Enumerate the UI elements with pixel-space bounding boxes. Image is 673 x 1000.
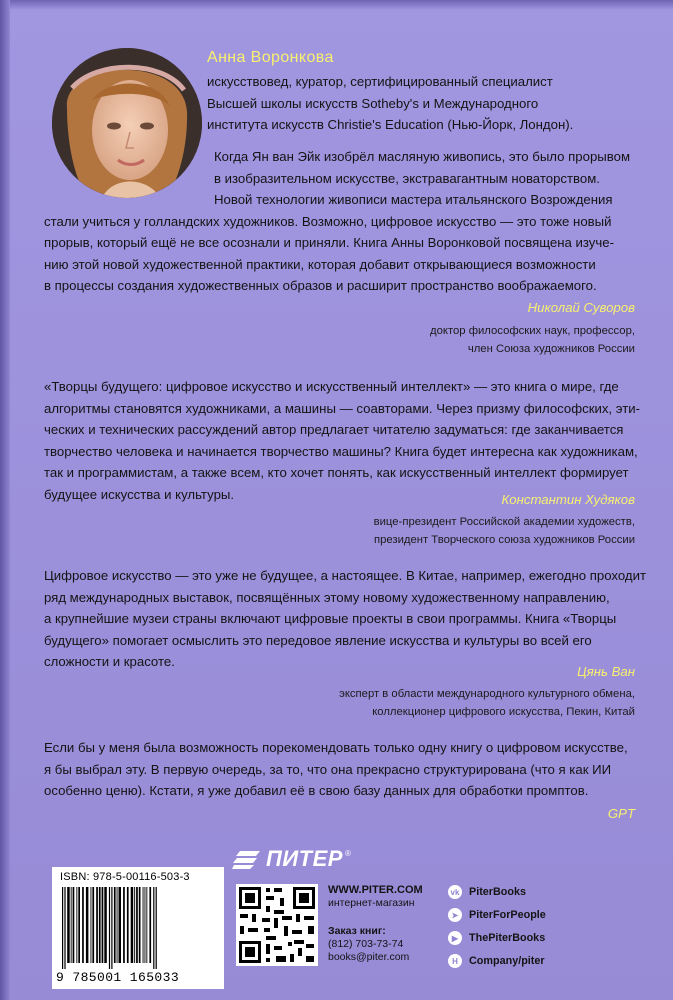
barcode-bar [96, 887, 98, 963]
author-description-line: Высшей школы искусств Sotheby's и Международного [207, 95, 539, 111]
online-shop [328, 884, 423, 910]
social-link-youtube[interactable] [448, 928, 546, 948]
quote-line: я бы выбрал эту. В первую очередь, за то, что она прекрасно структурирована (что я как ИИ [44, 761, 612, 777]
barcode-bar [109, 887, 110, 969]
quote-line: будущее искусства и культуры. [44, 486, 235, 502]
isbn-barcode [52, 867, 224, 989]
barcode-bar [67, 887, 70, 963]
author-description-line: института искусств Christie's Education (Нью-Йорк, Лондон). [207, 117, 574, 132]
quote-line: ряд международных выставок, посвящённых этому новому художественному направлению, [44, 589, 610, 605]
registered-mark: ® [344, 848, 351, 858]
quote-3-text [44, 565, 646, 673]
cover-top-edge [0, 0, 673, 10]
barcode-bar [62, 887, 63, 969]
barcode-bar [102, 887, 104, 963]
quote-line: нию этой новой художественной практики, которая добавит открывающиеся возможности [44, 256, 596, 272]
social-label: ThePiterBooks [469, 932, 546, 944]
vk-icon: vk [448, 885, 462, 899]
publisher-logo [232, 846, 351, 872]
telegram-icon: ➤ [448, 908, 462, 922]
quote-1-author-role [430, 322, 635, 358]
barcode-bar [114, 887, 116, 963]
quote-line: Цифровое искусство — это уже не будущее, а настоящее. В Китае, например, ежегодно проходит [44, 568, 646, 583]
quote-1-text-bottom [44, 211, 614, 297]
quote-3-author-role [339, 685, 635, 721]
quote-line: а крупнейшие музеи страны включают цифровые проекты в свои программы. Книга «Творцы [44, 611, 617, 626]
barcode-bar [73, 887, 75, 963]
barcode-bar [145, 887, 146, 963]
quote-line: особенно ценю). Кстати, я уже добавил её в свою базу данных для обработки промптов. [44, 783, 589, 798]
barcode-bar [156, 887, 157, 969]
quote-4-author: GPT [607, 806, 635, 821]
quote-line: ческих и технических рассуждений автор предлагает читателю задуматься: где заканчивается [44, 422, 624, 437]
quote-line: алгоритмы становятся художниками, а машины — соавторами. Через призму философских, эти- [44, 400, 640, 416]
quote-line: «Творцы будущего: цифровое искусство и искусственный интеллект» — это книга о мире, где [44, 379, 619, 394]
author-portrait [52, 48, 202, 198]
order-email[interactable]: books@piter.com [328, 951, 410, 963]
quote-1-text-top [214, 146, 630, 211]
role-line: доктор философских наук, профессор, [430, 325, 635, 337]
barcode-digits: 9 785001 165033 [56, 970, 180, 985]
social-link-habr[interactable] [448, 951, 546, 971]
barcode-bar [99, 887, 101, 963]
social-link-vk[interactable] [448, 882, 546, 902]
barcode-bar [117, 887, 118, 963]
order-phone: (812) 703-73-74 [328, 938, 404, 950]
quote-line: так и программистам, а также всем, кто хочет понять, как искусственный интеллект формирует [44, 465, 629, 480]
book-orders [328, 925, 409, 964]
barcode-bar [149, 887, 151, 963]
social-links [448, 882, 546, 974]
publisher-logo-icon [232, 848, 262, 870]
role-line: президент Творческого союза художников России [373, 534, 635, 546]
barcode-bar [64, 887, 65, 969]
quote-line: творчество человека и начинается творчество машины? Книга будет интересна как художникам, [44, 443, 638, 459]
quote-line: в процессы создания художественных образов и расширит пространство воображаемого. [44, 278, 597, 293]
quote-line: сложности и красоте. [44, 654, 175, 669]
barcode-bar [139, 887, 141, 963]
website-label: интернет-магазин [328, 897, 415, 909]
cover-spine-edge [0, 0, 10, 1000]
barcode-bar [82, 887, 84, 963]
author-description [207, 71, 647, 136]
quote-line: Когда Ян ван Эйк изобрёл масляную живопись, это было прорывом [214, 149, 631, 164]
habr-icon: H [448, 954, 462, 968]
quote-line: прорыв, который ещё не все осознали и приняли. Книга Анны Воронковой посвящена изуче- [44, 235, 614, 250]
barcode-bar [146, 887, 147, 963]
role-line: коллекционер цифрового искусства, Пекин, Китай [372, 706, 635, 718]
author-portrait-image [52, 48, 202, 198]
qr-code-image [236, 884, 318, 966]
quote-line: стали учиться у голландских художников. Возможно, цифровое искусство — это тоже новый [44, 213, 612, 229]
barcode-bar [86, 887, 89, 963]
barcode-bar [91, 887, 92, 963]
barcode-bar [104, 887, 107, 963]
quote-3-author: Цянь Ван [577, 664, 635, 679]
order-title: Заказ книг: [328, 925, 386, 937]
social-label: PiterBooks [469, 886, 526, 898]
social-label: PiterForPeople [469, 909, 546, 921]
barcode-bar [119, 887, 122, 963]
youtube-icon: ▶ [448, 931, 462, 945]
barcode-bar [78, 887, 80, 963]
barcode-bar [131, 887, 134, 963]
quote-line: Новой технологии живописи мастера итальянского Возрождения [214, 192, 613, 207]
quote-2-text [44, 376, 640, 505]
barcode-bar [134, 887, 135, 963]
barcode-bar [71, 887, 72, 963]
quote-2-author-role [374, 513, 635, 549]
quote-line: в изобразительном искусстве, экстравагантным новаторством. [214, 170, 600, 186]
social-label: Company/piter [469, 955, 545, 967]
barcode-bar [92, 887, 94, 963]
quote-4-text [44, 737, 628, 802]
quote-line: будущего» помогает осмыслить это передовое явление искусства и культуры во всей его [44, 632, 592, 648]
barcode-bar [153, 887, 154, 969]
isbn-number: ISBN: 978-5-00116-503-3 [60, 871, 190, 883]
author-name: Анна Воронкова [207, 49, 334, 66]
author-description-line: искусствовед, куратор, сертифицированный специалист [207, 74, 553, 89]
social-link-telegram[interactable] [448, 905, 546, 925]
barcode-bar [136, 887, 138, 963]
role-line: член Союза художников России [467, 343, 635, 355]
barcode-bar [127, 887, 129, 963]
qr-code [236, 884, 318, 966]
barcode-bar [123, 887, 125, 963]
website-link[interactable]: WWW.PITER.COM [328, 884, 423, 896]
publisher-logo-text: ПИТЕР [266, 846, 343, 871]
barcode-bar [143, 887, 144, 963]
quote-2-author: Константин Худяков [501, 492, 635, 507]
quote-line: Если бы у меня была возможность порекомендовать только одну книгу о цифровом искусстве, [44, 740, 628, 755]
barcode-bars [58, 887, 218, 971]
role-line: эксперт в области международного культурного обмена, [339, 688, 635, 700]
quote-1-author: Николай Суворов [527, 300, 635, 315]
barcode-bar [111, 887, 112, 969]
barcode-bar [76, 887, 77, 963]
role-line: вице-президент Российской академии художеств, [373, 516, 635, 528]
